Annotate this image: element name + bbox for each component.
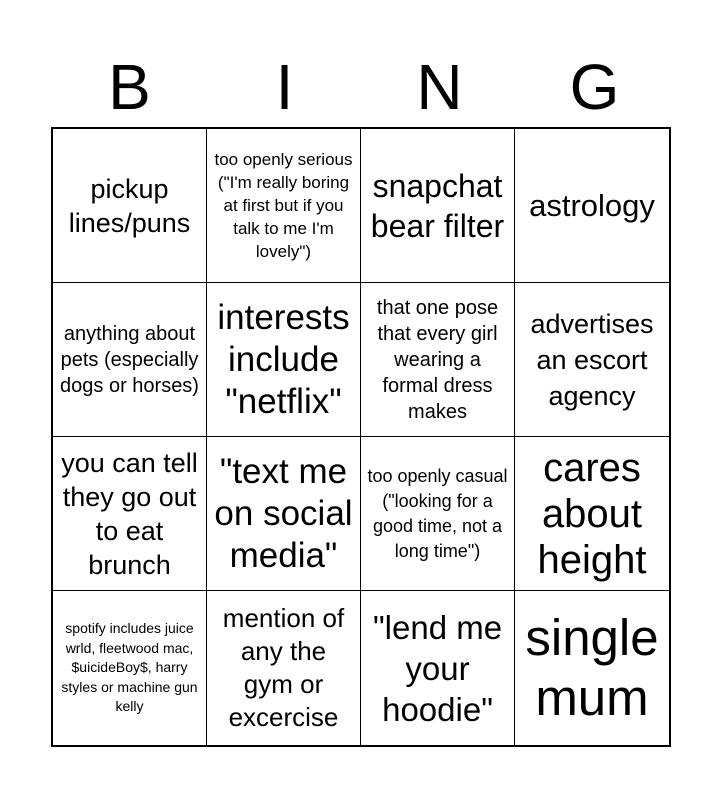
bingo-cell-13[interactable] [53, 591, 207, 745]
bingo-cell-15[interactable] [361, 591, 515, 745]
header-letter-g: G [569, 51, 620, 123]
bingo-cell-3[interactable] [361, 129, 515, 283]
cell-text: "lend me your hoodie" [372, 608, 503, 728]
bingo-cell-6[interactable] [207, 283, 361, 437]
bingo-header [52, 52, 672, 122]
cell-text: cares about height [537, 445, 647, 582]
header-letter-i: I [275, 51, 294, 123]
cell-text: mention of any the gym or excercise [222, 603, 345, 732]
bingo-cell-5[interactable] [53, 283, 207, 437]
bingo-cell-9[interactable] [53, 437, 207, 591]
cell-text: you can tell they go out to eat brunch [61, 447, 198, 580]
cell-text: spotify includes juice wrld, fleetwood mac, $uicideBoy$, harry styles or machine gun kelly [61, 620, 198, 715]
cell-text: too openly serious ("I'm really boring at first but if you talk to me I'm lovely") [214, 150, 353, 261]
bingo-cell-2[interactable] [207, 129, 361, 283]
bingo-board [51, 127, 671, 747]
bingo-cell-14[interactable] [207, 591, 361, 745]
bingo-cell-16[interactable] [515, 591, 669, 745]
bingo-cell-4[interactable] [515, 129, 669, 283]
bingo-cell-1[interactable] [53, 129, 207, 283]
bingo-cell-8[interactable] [515, 283, 669, 437]
cell-text: "text me on social media" [214, 451, 353, 575]
cell-text: snapchat bear filter [370, 167, 505, 244]
bingo-cell-10[interactable] [207, 437, 361, 591]
bingo-cell-11[interactable] [361, 437, 515, 591]
cell-text: astrology [529, 187, 655, 223]
cell-text: too openly casual ("looking for a good time, not a long time") [367, 465, 508, 561]
cell-text: pickup lines/puns [68, 173, 191, 238]
cell-text: that one pose that every girl wearing a formal dress makes [376, 296, 499, 423]
header-letter-n: N [416, 51, 463, 123]
header-letter-b: B [108, 51, 151, 123]
cell-text: single mum [525, 609, 659, 726]
cell-text: interests include "netflix" [217, 297, 350, 421]
cell-text: advertises an escort agency [530, 308, 654, 411]
bingo-cell-7[interactable] [361, 283, 515, 437]
cell-text: anything about pets (especially dogs or horses) [60, 322, 199, 397]
bingo-cell-12[interactable] [515, 437, 669, 591]
